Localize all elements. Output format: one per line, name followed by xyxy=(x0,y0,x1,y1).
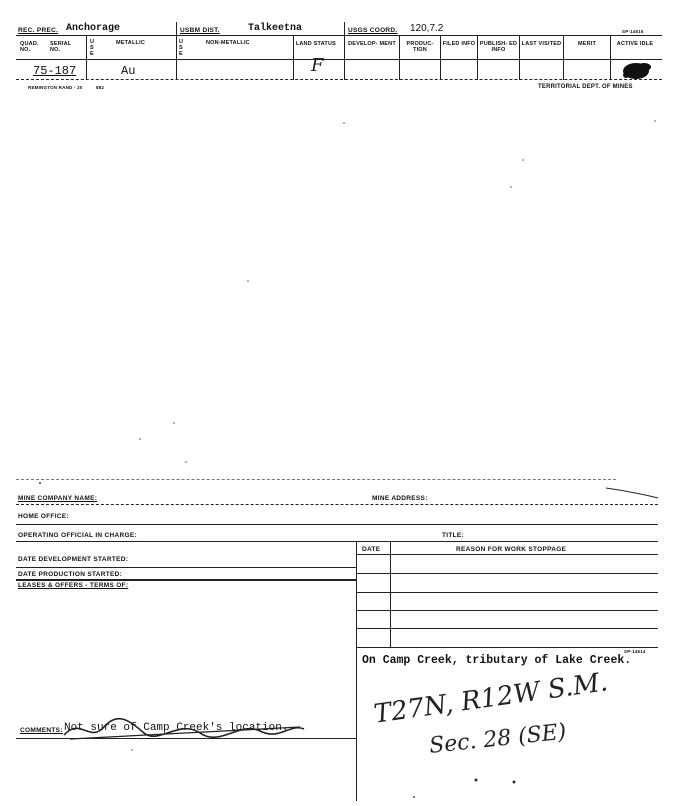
col-active-idle: ACTIVE IDLE xyxy=(616,41,654,47)
location-note: On Camp Creek, tributary of Lake Creek. xyxy=(362,654,632,667)
home-office-label: HOME OFFICE: xyxy=(18,513,69,520)
col-metallic: METALLIC xyxy=(116,40,145,46)
printer-label: REMINGTON RAND - 20 xyxy=(28,85,83,90)
rec-prec-label: REC. PREC. xyxy=(18,27,59,34)
rec-prec-value: Anchorage xyxy=(66,23,121,34)
form-code-2: SP-14614 xyxy=(624,649,646,654)
col-use-left: U S E xyxy=(90,39,95,57)
mine-company-label: MINE COMPANY NAME: xyxy=(18,495,98,502)
reason-col-header: REASON FOR WORK STOPPAGE xyxy=(456,546,567,553)
col-production: PRODUC- TION xyxy=(406,41,434,53)
usgs-coord-value: 120,7.2 xyxy=(410,23,444,34)
usbm-dist-label: USBM DIST. xyxy=(180,27,220,34)
col-quad-no: QUAD. NO. xyxy=(20,41,39,53)
department-label: TERRITORIAL DEPT. OF MINES xyxy=(538,84,633,90)
printer-code: 882 xyxy=(96,85,105,90)
date-development-label: DATE DEVELOPMENT STARTED: xyxy=(18,556,129,563)
col-development: DEVELOP- MENT xyxy=(348,41,396,47)
form-code: SP-14615 xyxy=(622,29,644,34)
col-land-status: LAND STATUS xyxy=(295,41,336,47)
title-label: TITLE: xyxy=(442,532,465,539)
date-col-header: DATE xyxy=(362,546,381,553)
leases-label: LEASES & OFFERS - TERMS OF: xyxy=(18,582,129,589)
usgs-coord-label: USGS COORD. xyxy=(348,27,398,34)
comments-label: COMMENTS: xyxy=(20,727,63,734)
col-serial-no: SERIAL NO. xyxy=(50,41,72,53)
comments-value: Not sure of Camp Creek's location. xyxy=(64,722,289,734)
date-production-label: DATE PRODUCTION STARTED: xyxy=(18,571,123,578)
col-use-right: U S E xyxy=(179,39,184,57)
usbm-dist-value: Talkeetna xyxy=(248,23,303,34)
mine-address-label: MINE ADDRESS: xyxy=(372,495,428,502)
handwritten-section: Sec. 28 (SE) xyxy=(428,719,568,759)
record-quad-serial: 75-187 xyxy=(33,64,77,78)
record-metallic: Au xyxy=(121,64,136,78)
col-filed-info: FILED INFO xyxy=(442,41,476,47)
col-non-metallic: NON-METALLIC xyxy=(206,40,250,46)
col-merit: MERIT xyxy=(577,41,597,47)
record-land-status: F xyxy=(311,55,324,76)
handwritten-township: T27N, R12W S.M. xyxy=(372,667,610,730)
col-published-info: PUBLISH- ED INFO xyxy=(479,41,518,53)
col-last-visited: LAST VISITED xyxy=(521,41,562,47)
operating-official-label: OPERATING OFFICIAL IN CHARGE: xyxy=(18,532,137,539)
